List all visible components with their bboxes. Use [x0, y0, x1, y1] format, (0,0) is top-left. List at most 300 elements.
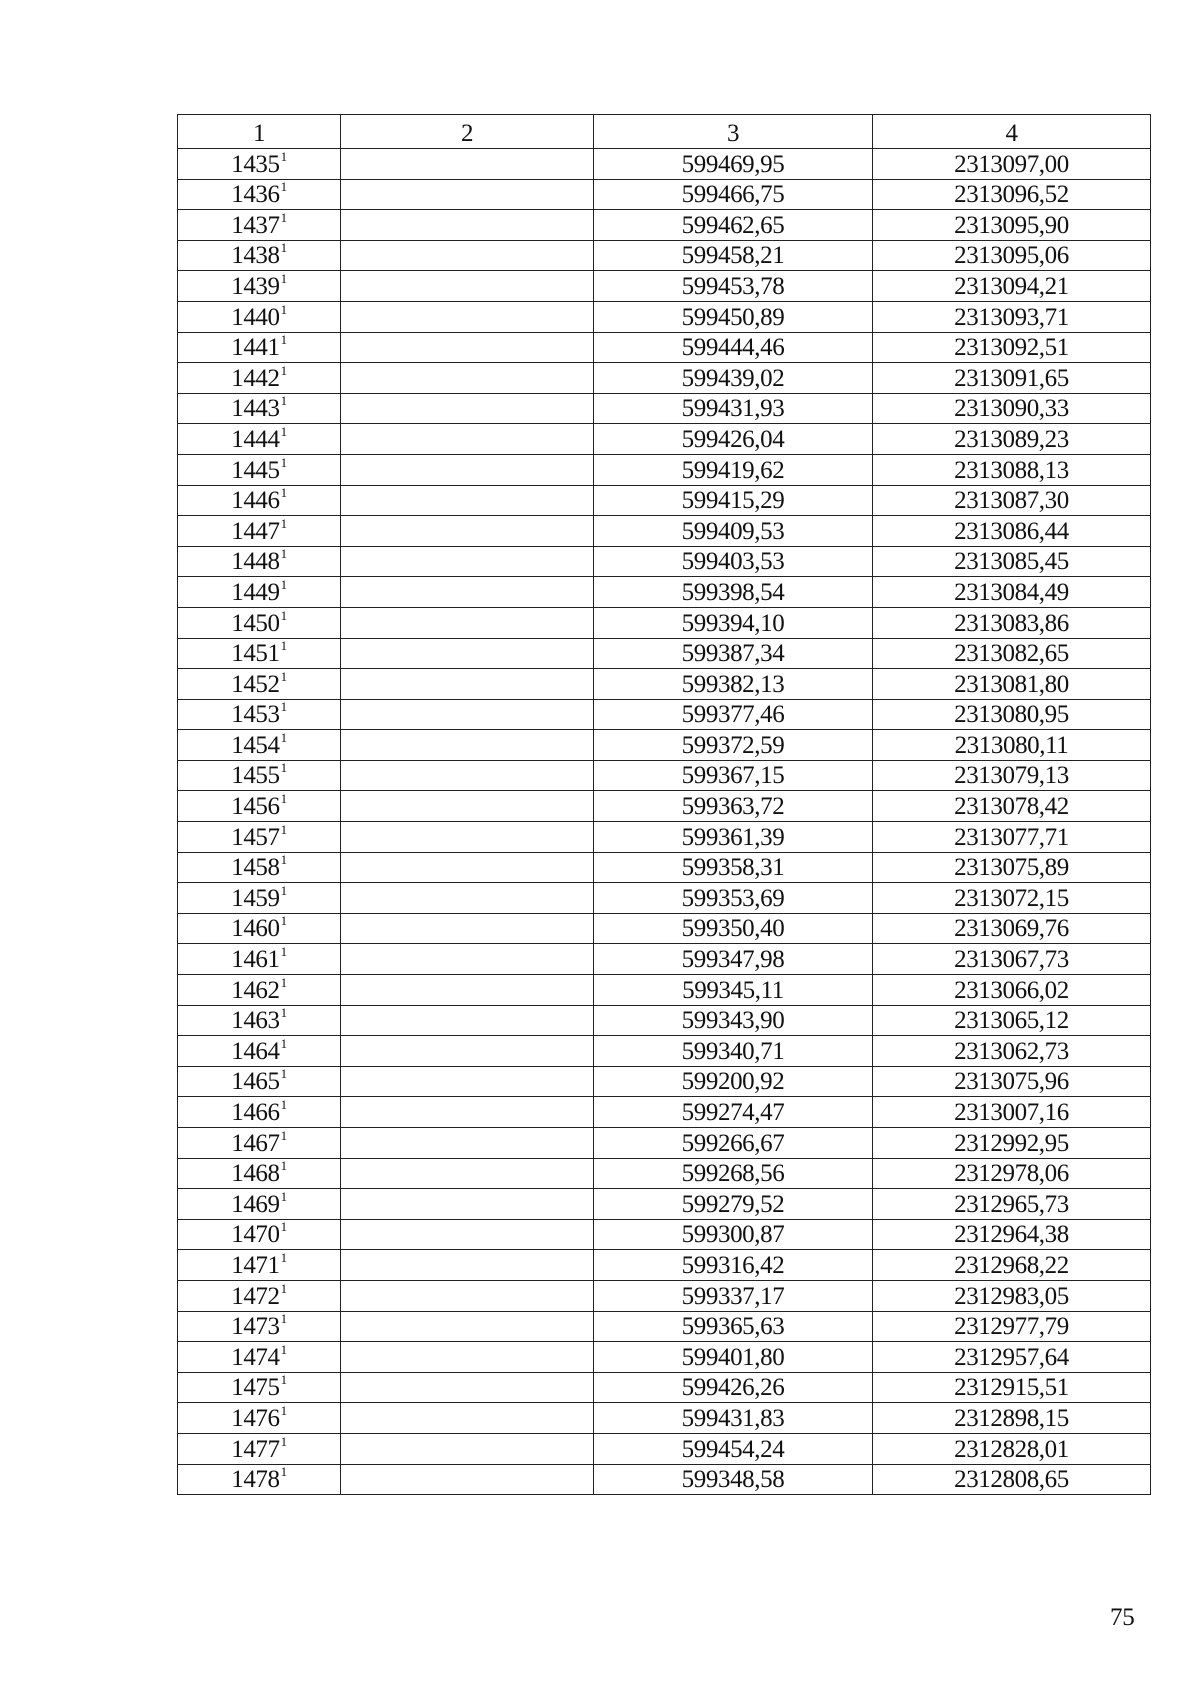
x-coordinate-cell: 599347,98: [594, 944, 873, 975]
x-coordinate-cell: 599268,56: [594, 1158, 873, 1189]
point-number-cell: [178, 149, 341, 180]
table-row: [178, 1342, 1151, 1373]
table-row: [178, 332, 1151, 363]
table-row: [178, 301, 1151, 332]
column-2-cell: [341, 913, 594, 944]
column-2-cell: [341, 1311, 594, 1342]
column-2-cell: [341, 1128, 594, 1159]
point-number-cell: [178, 913, 341, 944]
x-coordinate-cell: 599462,65: [594, 210, 873, 241]
point-number: 1475: [231, 1374, 280, 1402]
table-row: [178, 852, 1151, 883]
table-row: [178, 822, 1151, 853]
table-row: [178, 577, 1151, 608]
point-superscript: 1: [280, 362, 287, 378]
point-number: 1435: [231, 150, 280, 178]
table-row: [178, 638, 1151, 669]
point-superscript: 1: [280, 454, 287, 470]
table-body: [178, 149, 1151, 1495]
column-2-cell: [341, 546, 594, 577]
table-row: [178, 546, 1151, 577]
column-2-cell: [341, 516, 594, 547]
x-coordinate-cell: 599454,24: [594, 1433, 873, 1464]
table-row: [178, 210, 1151, 241]
column-2-cell: [341, 1066, 594, 1097]
table-row: [178, 607, 1151, 638]
point-number-cell: [178, 516, 341, 547]
point-number: 1443: [231, 395, 280, 423]
table-row: [178, 240, 1151, 271]
point-superscript: 1: [280, 1249, 287, 1265]
point-superscript: 1: [280, 270, 287, 286]
y-coordinate-cell: 2313092,51: [873, 332, 1151, 363]
point-number: 1453: [231, 701, 280, 729]
point-superscript: 1: [280, 760, 287, 776]
column-2-cell: [341, 944, 594, 975]
point-superscript: 1: [280, 607, 287, 623]
point-number: 1437: [231, 211, 280, 239]
table-row: [178, 1403, 1151, 1434]
point-superscript: 1: [280, 1066, 287, 1082]
table-row: [178, 1158, 1151, 1189]
point-number-cell: [178, 1403, 341, 1434]
y-coordinate-cell: 2312977,79: [873, 1311, 1151, 1342]
column-2-cell: [341, 393, 594, 424]
x-coordinate-cell: 599431,93: [594, 393, 873, 424]
x-coordinate-cell: 599350,40: [594, 913, 873, 944]
column-2-cell: [341, 1250, 594, 1281]
table-row: [178, 454, 1151, 485]
y-coordinate-cell: 2313083,86: [873, 607, 1151, 638]
coordinates-table: [177, 114, 1151, 1495]
point-superscript: 1: [280, 1433, 287, 1449]
table-row: [178, 363, 1151, 394]
x-coordinate-cell: 599431,83: [594, 1403, 873, 1434]
point-superscript: 1: [280, 1280, 287, 1296]
column-2-cell: [341, 638, 594, 669]
point-number: 1459: [231, 884, 280, 912]
point-number-cell: [178, 210, 341, 241]
point-number: 1448: [231, 548, 280, 576]
column-2-cell: [341, 1372, 594, 1403]
y-coordinate-cell: 2313088,13: [873, 454, 1151, 485]
point-number-cell: [178, 1433, 341, 1464]
y-coordinate-cell: 2312968,22: [873, 1250, 1151, 1281]
point-number-cell: [178, 1464, 341, 1495]
point-number: 1465: [231, 1068, 280, 1096]
column-2-cell: [341, 822, 594, 853]
y-coordinate-cell: 2313077,71: [873, 822, 1151, 853]
table-row: [178, 424, 1151, 455]
point-number: 1460: [231, 915, 280, 943]
column-2-cell: [341, 210, 594, 241]
y-coordinate-cell: 2313075,96: [873, 1066, 1151, 1097]
y-coordinate-cell: 2312808,65: [873, 1464, 1151, 1495]
column-2-cell: [341, 301, 594, 332]
y-coordinate-cell: 2313097,00: [873, 149, 1151, 180]
x-coordinate-cell: 599426,26: [594, 1372, 873, 1403]
point-superscript: 1: [280, 576, 287, 592]
table-row: [178, 791, 1151, 822]
x-coordinate-cell: 599450,89: [594, 301, 873, 332]
point-number: 1476: [231, 1404, 280, 1432]
column-2-cell: [341, 1189, 594, 1220]
point-number-cell: [178, 975, 341, 1006]
point-number: 1454: [231, 731, 280, 759]
point-number: 1473: [231, 1313, 280, 1341]
column-2-cell: [341, 332, 594, 363]
table-row: [178, 1005, 1151, 1036]
x-coordinate-cell: 599361,39: [594, 822, 873, 853]
point-number-cell: [178, 1342, 341, 1373]
point-superscript: 1: [280, 913, 287, 929]
point-number: 1457: [231, 823, 280, 851]
y-coordinate-cell: 2313065,12: [873, 1005, 1151, 1036]
point-superscript: 1: [280, 179, 287, 195]
y-coordinate-cell: 2313078,42: [873, 791, 1151, 822]
point-number: 1464: [231, 1037, 280, 1065]
x-coordinate-cell: 599316,42: [594, 1250, 873, 1281]
column-2-cell: [341, 1219, 594, 1250]
table-row: [178, 1372, 1151, 1403]
table-row: [178, 1464, 1151, 1495]
x-coordinate-cell: 599382,13: [594, 669, 873, 700]
table-row: [178, 1311, 1151, 1342]
point-number-cell: [178, 791, 341, 822]
point-number: 1439: [231, 272, 280, 300]
point-number-cell: [178, 944, 341, 975]
point-superscript: 1: [280, 1341, 287, 1357]
table-row: [178, 516, 1151, 547]
point-number: 1478: [231, 1466, 280, 1494]
column-2-cell: [341, 149, 594, 180]
column-2-cell: [341, 1433, 594, 1464]
point-number-cell: [178, 577, 341, 608]
table-row: [178, 271, 1151, 302]
column-2-cell: [341, 975, 594, 1006]
point-number: 1470: [231, 1221, 280, 1249]
point-number: 1463: [231, 1007, 280, 1035]
point-number: 1477: [231, 1435, 280, 1463]
point-number-cell: [178, 760, 341, 791]
x-coordinate-cell: 599466,75: [594, 179, 873, 210]
y-coordinate-cell: 2312964,38: [873, 1219, 1151, 1250]
column-2-cell: [341, 1036, 594, 1067]
x-coordinate-cell: 599300,87: [594, 1219, 873, 1250]
table-header-row: [178, 115, 1151, 149]
x-coordinate-cell: 599348,58: [594, 1464, 873, 1495]
x-coordinate-cell: 599353,69: [594, 883, 873, 914]
table-row: [178, 1250, 1151, 1281]
point-superscript: 1: [280, 974, 287, 990]
column-header-3: 3: [594, 115, 873, 149]
column-2-cell: [341, 883, 594, 914]
point-number-cell: [178, 638, 341, 669]
table-row: [178, 730, 1151, 761]
column-2-cell: [341, 1097, 594, 1128]
point-number-cell: [178, 1158, 341, 1189]
point-number-cell: [178, 332, 341, 363]
table-row: [178, 975, 1151, 1006]
point-number: 1468: [231, 1160, 280, 1188]
point-number: 1438: [231, 242, 280, 270]
point-number: 1446: [231, 487, 280, 515]
x-coordinate-cell: 599266,67: [594, 1128, 873, 1159]
y-coordinate-cell: 2313069,76: [873, 913, 1151, 944]
x-coordinate-cell: 599340,71: [594, 1036, 873, 1067]
x-coordinate-cell: 599365,63: [594, 1311, 873, 1342]
x-coordinate-cell: 599363,72: [594, 791, 873, 822]
point-number: 1461: [231, 946, 280, 974]
point-superscript: 1: [280, 1311, 287, 1327]
column-2-cell: [341, 1403, 594, 1434]
point-superscript: 1: [280, 1402, 287, 1418]
table-row: [178, 760, 1151, 791]
x-coordinate-cell: 599401,80: [594, 1342, 873, 1373]
x-coordinate-cell: 599426,04: [594, 424, 873, 455]
x-coordinate-cell: 599409,53: [594, 516, 873, 547]
point-number-cell: [178, 1219, 341, 1250]
point-number: 1452: [231, 670, 280, 698]
point-superscript: 1: [280, 1464, 287, 1480]
table-row: [178, 1097, 1151, 1128]
column-2-cell: [341, 271, 594, 302]
x-coordinate-cell: 599358,31: [594, 852, 873, 883]
x-coordinate-cell: 599419,62: [594, 454, 873, 485]
column-header-1: 1: [178, 115, 341, 149]
x-coordinate-cell: 599367,15: [594, 760, 873, 791]
point-superscript: 1: [280, 209, 287, 225]
point-superscript: 1: [280, 1005, 287, 1021]
y-coordinate-cell: 2313089,23: [873, 424, 1151, 455]
column-2-cell: [341, 760, 594, 791]
x-coordinate-cell: 599403,53: [594, 546, 873, 577]
y-coordinate-cell: 2313085,45: [873, 546, 1151, 577]
column-2-cell: [341, 179, 594, 210]
y-coordinate-cell: 2313007,16: [873, 1097, 1151, 1128]
y-coordinate-cell: 2313072,15: [873, 883, 1151, 914]
point-number: 1469: [231, 1190, 280, 1218]
point-number-cell: [178, 1097, 341, 1128]
column-2-cell: [341, 730, 594, 761]
point-number: 1474: [231, 1343, 280, 1371]
point-superscript: 1: [280, 1188, 287, 1204]
y-coordinate-cell: 2312978,06: [873, 1158, 1151, 1189]
column-2-cell: [341, 577, 594, 608]
point-number-cell: [178, 699, 341, 730]
x-coordinate-cell: 599458,21: [594, 240, 873, 271]
point-superscript: 1: [280, 301, 287, 317]
point-number: 1436: [231, 181, 280, 209]
point-number-cell: [178, 485, 341, 516]
point-number-cell: [178, 179, 341, 210]
x-coordinate-cell: 599469,95: [594, 149, 873, 180]
point-number-cell: [178, 1005, 341, 1036]
table-row: [178, 149, 1151, 180]
table-row: [178, 1433, 1151, 1464]
table-row: [178, 944, 1151, 975]
point-superscript: 1: [280, 791, 287, 807]
column-2-cell: [341, 1158, 594, 1189]
point-superscript: 1: [280, 1372, 287, 1388]
table-row: [178, 1036, 1151, 1067]
y-coordinate-cell: 2313080,95: [873, 699, 1151, 730]
point-superscript: 1: [280, 332, 287, 348]
point-superscript: 1: [280, 699, 287, 715]
point-superscript: 1: [280, 1219, 287, 1235]
point-number: 1466: [231, 1099, 280, 1126]
y-coordinate-cell: 2312828,01: [873, 1433, 1151, 1464]
x-coordinate-cell: 599444,46: [594, 332, 873, 363]
x-coordinate-cell: 599337,17: [594, 1280, 873, 1311]
column-2-cell: [341, 454, 594, 485]
point-number-cell: [178, 883, 341, 914]
column-header-2: 2: [341, 115, 594, 149]
point-superscript: 1: [280, 1097, 287, 1112]
column-2-cell: [341, 852, 594, 883]
column-header-4: 4: [873, 115, 1151, 149]
point-number: 1441: [231, 334, 280, 362]
table-row: [178, 1219, 1151, 1250]
x-coordinate-cell: 599377,46: [594, 699, 873, 730]
point-superscript: 1: [280, 546, 287, 562]
point-number-cell: [178, 393, 341, 424]
column-2-cell: [341, 607, 594, 638]
y-coordinate-cell: 2313084,49: [873, 577, 1151, 608]
column-2-cell: [341, 424, 594, 455]
point-number: 1458: [231, 854, 280, 882]
point-superscript: 1: [280, 393, 287, 409]
y-coordinate-cell: 2313079,13: [873, 760, 1151, 791]
point-number: 1440: [231, 303, 280, 331]
point-superscript: 1: [280, 944, 287, 960]
column-2-cell: [341, 791, 594, 822]
point-number-cell: [178, 730, 341, 761]
column-2-cell: [341, 363, 594, 394]
point-number: 1451: [231, 640, 280, 668]
x-coordinate-cell: 599200,92: [594, 1066, 873, 1097]
point-superscript: 1: [280, 1158, 287, 1174]
point-superscript: 1: [280, 515, 287, 531]
point-number-cell: [178, 1128, 341, 1159]
point-superscript: 1: [280, 1035, 287, 1051]
point-number-cell: [178, 1372, 341, 1403]
x-coordinate-cell: 599453,78: [594, 271, 873, 302]
x-coordinate-cell: 599387,34: [594, 638, 873, 669]
x-coordinate-cell: 599345,11: [594, 975, 873, 1006]
column-2-cell: [341, 1280, 594, 1311]
point-superscript: 1: [280, 821, 287, 837]
point-superscript: 1: [280, 852, 287, 868]
point-number: 1456: [231, 793, 280, 821]
point-number-cell: [178, 852, 341, 883]
point-number: 1472: [231, 1282, 280, 1310]
point-number: 1444: [231, 425, 280, 453]
column-2-cell: [341, 699, 594, 730]
column-2-cell: [341, 485, 594, 516]
y-coordinate-cell: 2312957,64: [873, 1342, 1151, 1373]
point-number-cell: [178, 669, 341, 700]
point-number-cell: [178, 454, 341, 485]
y-coordinate-cell: 2312992,95: [873, 1128, 1151, 1159]
y-coordinate-cell: 2312983,05: [873, 1280, 1151, 1311]
table-row: [178, 485, 1151, 516]
y-coordinate-cell: 2313094,21: [873, 271, 1151, 302]
y-coordinate-cell: 2313067,73: [873, 944, 1151, 975]
point-number: 1447: [231, 517, 280, 545]
column-2-cell: [341, 240, 594, 271]
point-number-cell: [178, 1311, 341, 1342]
y-coordinate-cell: 2313090,33: [873, 393, 1151, 424]
y-coordinate-cell: 2313080,11: [873, 730, 1151, 761]
x-coordinate-cell: 599279,52: [594, 1189, 873, 1220]
x-coordinate-cell: 599439,02: [594, 363, 873, 394]
point-superscript: 1: [280, 1127, 287, 1143]
point-number-cell: [178, 1066, 341, 1097]
point-superscript: 1: [280, 423, 287, 439]
y-coordinate-cell: 2313095,90: [873, 210, 1151, 241]
y-coordinate-cell: 2313096,52: [873, 179, 1151, 210]
table-row: [178, 393, 1151, 424]
point-number-cell: [178, 822, 341, 853]
point-number: 1450: [231, 609, 280, 637]
table-row: [178, 699, 1151, 730]
table-row: [178, 1066, 1151, 1097]
point-superscript: 1: [280, 668, 287, 684]
y-coordinate-cell: 2313066,02: [873, 975, 1151, 1006]
point-number-cell: [178, 546, 341, 577]
point-number: 1455: [231, 762, 280, 790]
point-number: 1467: [231, 1129, 280, 1157]
y-coordinate-cell: 2313095,06: [873, 240, 1151, 271]
point-superscript: 1: [280, 638, 287, 654]
point-number-cell: [178, 607, 341, 638]
page-number: 75: [1110, 1604, 1135, 1631]
x-coordinate-cell: 599394,10: [594, 607, 873, 638]
x-coordinate-cell: 599372,59: [594, 730, 873, 761]
point-superscript: 1: [280, 882, 287, 898]
y-coordinate-cell: 2312915,51: [873, 1372, 1151, 1403]
column-2-cell: [341, 1342, 594, 1373]
point-number: 1471: [231, 1251, 280, 1279]
point-number: 1449: [231, 578, 280, 606]
point-number-cell: [178, 240, 341, 271]
point-number-cell: [178, 301, 341, 332]
point-number-cell: [178, 1189, 341, 1220]
point-number-cell: [178, 424, 341, 455]
point-number: 1445: [231, 456, 280, 484]
y-coordinate-cell: 2312965,73: [873, 1189, 1151, 1220]
y-coordinate-cell: 2313075,89: [873, 852, 1151, 883]
point-number: 1462: [231, 976, 280, 1004]
column-2-cell: [341, 1464, 594, 1495]
point-number-cell: [178, 271, 341, 302]
y-coordinate-cell: 2313091,65: [873, 363, 1151, 394]
column-2-cell: [341, 1005, 594, 1036]
point-number-cell: [178, 1036, 341, 1067]
x-coordinate-cell: 599398,54: [594, 577, 873, 608]
table-row: [178, 1189, 1151, 1220]
table-row: [178, 883, 1151, 914]
y-coordinate-cell: 2313082,65: [873, 638, 1151, 669]
y-coordinate-cell: 2313087,30: [873, 485, 1151, 516]
point-number: 1442: [231, 364, 280, 392]
y-coordinate-cell: 2313081,80: [873, 669, 1151, 700]
table-row: [178, 913, 1151, 944]
x-coordinate-cell: 599274,47: [594, 1097, 873, 1128]
point-superscript: 1: [280, 485, 287, 501]
y-coordinate-cell: 2312898,15: [873, 1403, 1151, 1434]
